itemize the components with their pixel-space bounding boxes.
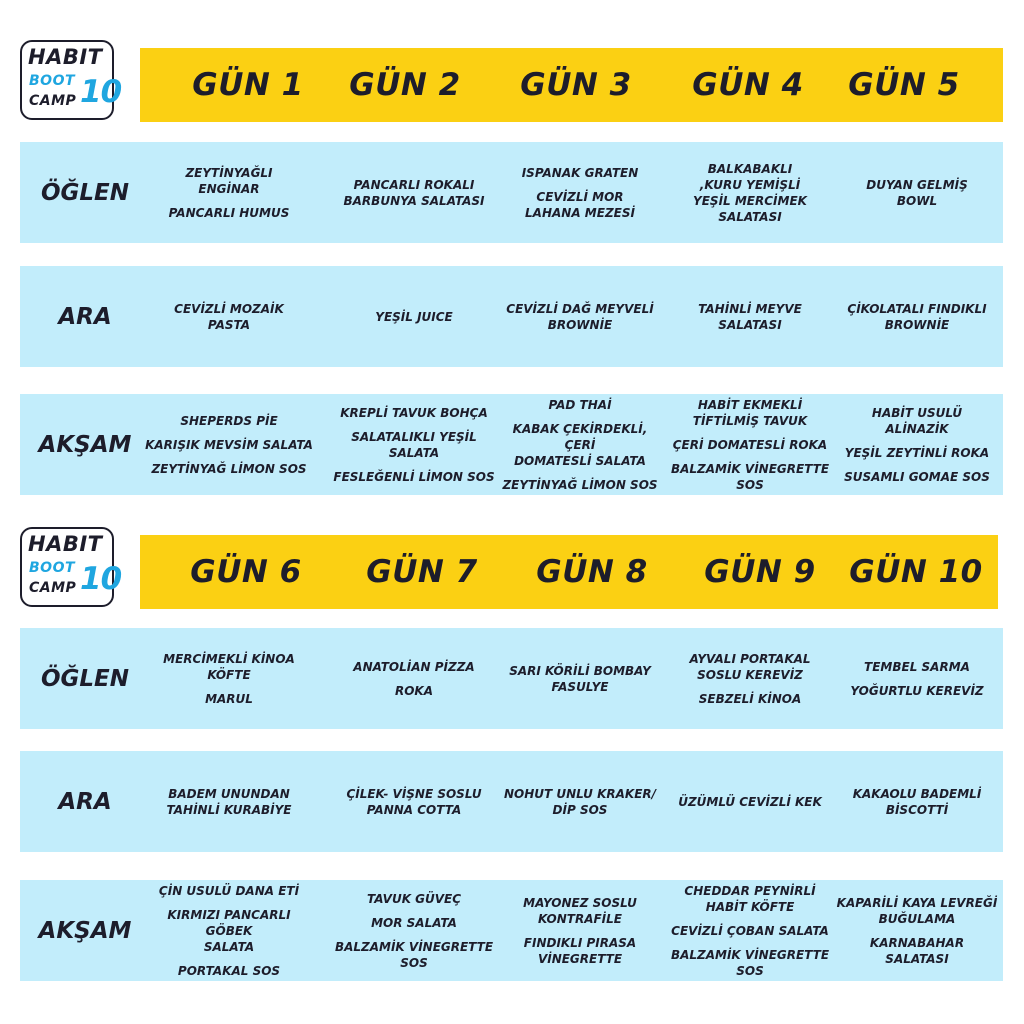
menu-item: ÇERİ DOMATESLİ ROKA <box>672 437 828 452</box>
day-label: GÜN 2 <box>349 67 461 103</box>
meal-label: AKŞAM <box>38 917 132 944</box>
menu-item: ANATOLİAN PİZZA <box>353 659 475 674</box>
menu-item: TAVUK GÜVEÇ <box>366 891 462 906</box>
menu-item: YEŞİL ZEYTİNLİ ROKA <box>844 445 990 460</box>
menu-item: NOHUT UNLU KRAKER/ DİP SOS <box>503 786 657 817</box>
meal-cell <box>833 266 1001 367</box>
menu-item: KIRMIZI PANCARLI GÖBEK SALATA <box>167 907 291 954</box>
meal-cell <box>496 880 664 981</box>
logo-boot-text: BOOT <box>29 560 76 576</box>
meal-cell <box>145 880 313 981</box>
day-label: GÜN 1 <box>192 67 304 103</box>
menu-item: BALZAMİK VİNEGRETTE SOS <box>670 947 830 978</box>
meal-cell <box>330 880 498 981</box>
meal-cell <box>666 751 834 852</box>
meal-cell <box>833 751 1001 852</box>
menu-item: ÇİKOLATALI FINDIKLI BROWNİE <box>847 301 987 332</box>
menu-item: ZEYTİNYAĞ LİMON SOS <box>502 477 658 492</box>
meal-cell <box>833 880 1001 981</box>
logo-number-text: 10 <box>80 561 122 597</box>
logo-camp-text: CAMP <box>29 580 77 596</box>
menu-item: KAPARİLİ KAYA LEVREĞİ BUĞULAMA <box>836 895 998 926</box>
meal-cell <box>145 628 313 729</box>
meal-cell <box>330 266 498 367</box>
menu-item: MERCİMEKLİ KİNOA KÖFTE <box>163 651 295 682</box>
menu-item: BADEM UNUNDAN TAHİNLİ KURABİYE <box>166 786 292 817</box>
menu-item: SARI KÖRİLİ BOMBAY FASULYE <box>509 663 651 694</box>
day-label: GÜN 3 <box>520 67 632 103</box>
logo-camp-text: CAMP <box>29 93 77 109</box>
menu-item: HABİT USULÜ ALİNAZİK <box>871 405 963 436</box>
menu-item: PANCARLI ROKALI BARBUNYA SALATASI <box>343 177 485 208</box>
menu-item: MARUL <box>205 691 253 706</box>
meal-cell <box>496 628 664 729</box>
meal-cell <box>496 142 664 243</box>
logo-number-text: 10 <box>80 74 122 110</box>
meal-row-dinner <box>20 394 1003 495</box>
menu-item: CEVİZLİ MOR LAHANA MEZESİ <box>525 189 635 220</box>
habit-bootcamp-logo <box>20 40 122 120</box>
menu-item: FESLEĞENLİ LİMON SOS <box>333 469 495 484</box>
day-label: GÜN 4 <box>692 67 804 103</box>
menu-item: CEVİZLİ MOZAİK PASTA <box>174 301 284 332</box>
menu-item: ZEYTİNYAĞLI ENGİNAR <box>185 165 273 196</box>
meal-cell <box>145 142 313 243</box>
menu-item: SEBZELİ KİNOA <box>698 691 802 706</box>
habit-bootcamp-logo <box>20 527 122 607</box>
menu-item: DUYAN GELMİŞ BOWL <box>866 177 968 208</box>
menu-item: BALZAMİK VİNEGRETTE SOS <box>670 461 830 492</box>
meal-row-lunch <box>20 628 1003 729</box>
meal-cell <box>145 394 313 495</box>
day-label: GÜN 9 <box>704 554 816 590</box>
menu-item: KABAK ÇEKİRDEKLİ, ÇERİ DOMATESLİ SALATA <box>512 421 648 468</box>
menu-item: ZEYTİNYAĞ LİMON SOS <box>151 461 307 476</box>
menu-item: ISPANAK GRATEN <box>521 165 639 180</box>
meal-cell <box>666 628 834 729</box>
menu-item: ÇİLEK- VİŞNE SOSLU PANNA COTTA <box>346 786 482 817</box>
menu-item: YOĞURTLU KEREVİZ <box>850 683 984 698</box>
day-header-bar <box>140 48 1003 122</box>
logo-habit-text: HABIT <box>28 45 103 69</box>
meal-cell <box>666 394 834 495</box>
meal-cell <box>330 142 498 243</box>
menu-item: ÇİN USULÜ DANA ETİ <box>158 883 300 898</box>
menu-item: ÜZÜMLÜ CEVİZLİ KEK <box>678 794 822 809</box>
meal-label: ÖĞLEN <box>40 665 130 692</box>
meal-row-lunch <box>20 142 1003 243</box>
menu-item: FINDIKLI PIRASA VİNEGRETTE <box>523 935 637 966</box>
meal-cell <box>833 142 1001 243</box>
meal-label: ARA <box>58 303 112 330</box>
menu-item: CHEDDAR PEYNİRLİ HABİT KÖFTE <box>684 883 816 914</box>
meal-row-snack <box>20 751 1003 852</box>
meal-cell <box>666 880 834 981</box>
meal-cell <box>145 751 313 852</box>
menu-item: MAYONEZ SOSLU KONTRAFİLE <box>523 895 637 926</box>
meal-cell <box>666 266 834 367</box>
menu-item: YEŞİL JUICE <box>375 309 453 324</box>
meal-cell <box>496 266 664 367</box>
logo-boot-text: BOOT <box>29 73 76 89</box>
menu-item: PANCARLI HUMUS <box>168 205 290 220</box>
meal-cell <box>330 394 498 495</box>
meal-row-dinner <box>20 880 1003 981</box>
menu-item: AYVALI PORTAKAL SOSLU KEREVİZ <box>689 651 811 682</box>
day-label: GÜN 6 <box>190 554 302 590</box>
meal-row-snack <box>20 266 1003 367</box>
menu-item: SALATALIKLI YEŞİL SALATA <box>351 429 477 460</box>
menu-item: CEVİZLİ DAĞ MEYVELİ BROWNİE <box>506 301 654 332</box>
day-label: GÜN 7 <box>366 554 478 590</box>
menu-item: CEVİZLİ ÇOBAN SALATA <box>671 923 829 938</box>
day-header-bar <box>140 535 998 609</box>
meal-cell <box>833 628 1001 729</box>
menu-item: KREPLİ TAVUK BOHÇA <box>340 405 488 420</box>
menu-item: KARNABAHAR SALATASI <box>869 935 965 966</box>
menu-item: KAKAOLU BADEMLİ BİSCOTTİ <box>852 786 982 817</box>
menu-item: MOR SALATA <box>371 915 457 930</box>
meal-cell <box>496 751 664 852</box>
menu-item: BALKABAKLI ,KURU YEMİŞLİ YEŞİL MERCİMEK SALATASI <box>693 161 807 224</box>
meal-cell <box>833 394 1001 495</box>
day-label: GÜN 10 <box>849 554 983 590</box>
menu-item: SHEPERDS PİE <box>180 413 278 428</box>
logo-habit-text: HABIT <box>28 532 103 556</box>
day-label: GÜN 5 <box>848 67 960 103</box>
menu-item: SUSAMLI GOMAE SOS <box>844 469 990 484</box>
menu-item: KARIŞIK MEVSİM SALATA <box>145 437 313 452</box>
meal-label: AKŞAM <box>38 431 132 458</box>
meal-cell <box>330 751 498 852</box>
meal-cell <box>666 142 834 243</box>
meal-cell <box>145 266 313 367</box>
menu-item: TEMBEL SARMA <box>864 659 970 674</box>
menu-item: BALZAMİK VİNEGRETTE SOS <box>334 939 494 970</box>
menu-item: PAD THAİ <box>548 397 612 412</box>
meal-cell <box>330 628 498 729</box>
meal-cell <box>496 394 664 495</box>
menu-item: HABİT EKMEKLİ TİFTİLMİŞ TAVUK <box>692 397 808 428</box>
meal-label: ARA <box>58 788 112 815</box>
menu-item: TAHİNLİ MEYVE SALATASI <box>698 301 802 332</box>
menu-item: PORTAKAL SOS <box>177 963 281 978</box>
meal-label: ÖĞLEN <box>40 179 130 206</box>
day-label: GÜN 8 <box>536 554 648 590</box>
menu-item: ROKA <box>394 683 434 698</box>
